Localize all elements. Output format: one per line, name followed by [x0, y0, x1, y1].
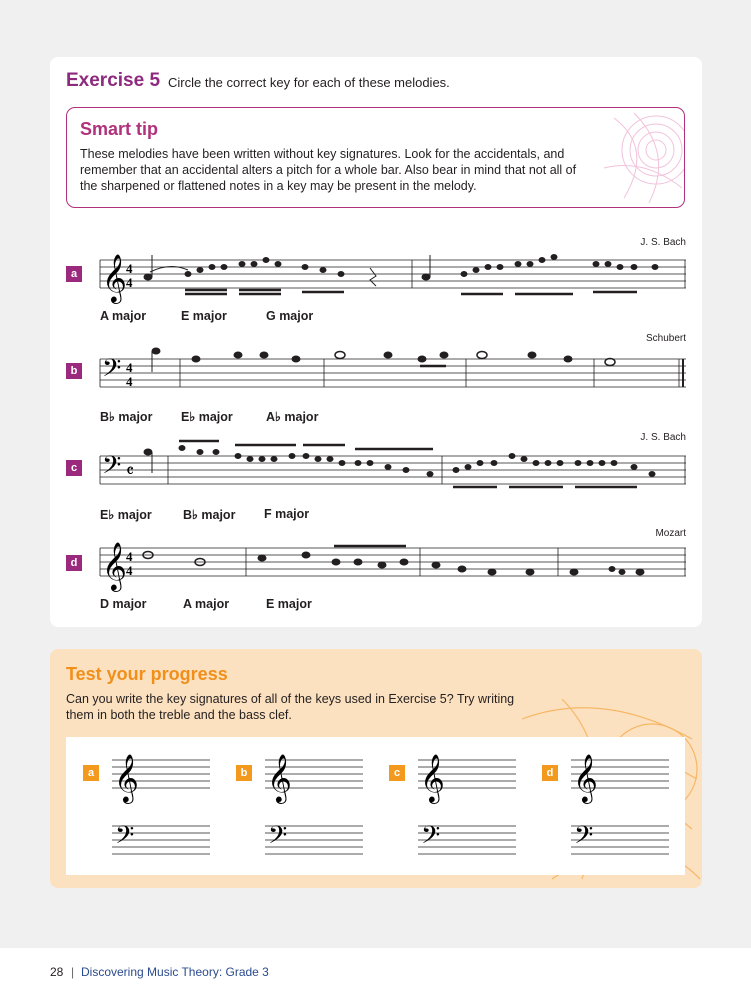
progress-text: Can you write the key signatures of all of the keys used in Exercise 5? Try writing them in both the treble and the bass clef.: [66, 692, 515, 722]
progress-staves-a[interactable]: [112, 750, 212, 860]
decorative-swirl-icon: [594, 108, 684, 207]
composer-a: J. S. Bach: [640, 237, 686, 248]
bass-clef-icon: 𝄢: [102, 451, 122, 486]
smart-tip-text: These melodies have been written without key signatures. Look for the accidentals, and remember that an accidental alters a pitch for a whole bar. Also bear in mind that not all of the sharpened or flattened notes in a key may be present in the melody.: [80, 147, 577, 193]
progress-label-a: a: [83, 765, 99, 781]
page-number: 28: [50, 965, 64, 979]
answer-d-3[interactable]: E major: [266, 597, 312, 611]
answer-c-2[interactable]: B♭ major: [183, 508, 236, 522]
treble-clef-icon: 𝄞: [114, 753, 139, 802]
progress-staves-d[interactable]: [571, 750, 671, 860]
composer-d: Mozart: [655, 528, 686, 539]
progress-staves-b[interactable]: [265, 750, 365, 860]
melody-staff-c: [100, 447, 686, 497]
time-sig-bottom-b: 4: [126, 374, 133, 389]
progress-label-b: b: [236, 765, 252, 781]
answer-a-3[interactable]: G major: [266, 309, 314, 323]
time-sig-c: 𝄴: [126, 461, 135, 482]
treble-clef-icon: 𝄞: [420, 753, 445, 802]
melody-staff-d: [100, 540, 686, 590]
answer-d-1[interactable]: D major: [100, 597, 147, 611]
answer-a-1[interactable]: A major: [100, 309, 147, 323]
footer-separator: |: [71, 965, 75, 979]
answer-a-2[interactable]: E major: [181, 309, 227, 323]
melody-staff-b: [100, 350, 686, 400]
treble-clef-icon: 𝄞: [267, 753, 292, 802]
bass-clef-icon: 𝄢: [115, 821, 135, 856]
treble-clef-icon: 𝄞: [102, 541, 127, 590]
time-sig-bottom-a: 4: [126, 275, 133, 290]
progress-label-c: c: [389, 765, 405, 781]
time-sig-bottom-d: 4: [126, 563, 133, 578]
progress-staves-c[interactable]: [418, 750, 518, 860]
melody-label-b: b: [66, 363, 82, 379]
composer-c: J. S. Bach: [640, 432, 686, 443]
melody-label-c: c: [66, 460, 82, 476]
answer-b-1[interactable]: B♭ major: [100, 410, 153, 424]
melody-label-d: d: [66, 555, 82, 571]
bass-clef-icon: 𝄢: [268, 821, 288, 856]
exercise-title: Exercise 5: [66, 70, 161, 91]
answer-b-3[interactable]: A♭ major: [266, 410, 319, 424]
treble-clef-icon: 𝄞: [102, 253, 127, 302]
melody-staff-a: [100, 250, 686, 300]
time-sig-top-a: 4: [126, 261, 133, 276]
answer-c-3[interactable]: F major: [264, 507, 310, 521]
answer-d-2[interactable]: A major: [183, 597, 230, 611]
book-title: Discovering Music Theory: Grade 3: [81, 965, 269, 979]
bass-clef-icon: 𝄢: [421, 821, 441, 856]
answer-b-2[interactable]: E♭ major: [181, 410, 233, 424]
progress-title: Test your progress: [66, 664, 228, 684]
exercise-instruction: Circle the correct key for each of these melodies.: [168, 75, 450, 90]
melody-label-a: a: [66, 266, 82, 282]
smart-tip-title: Smart tip: [80, 119, 159, 139]
progress-label-d: d: [542, 765, 558, 781]
time-sig-top-d: 4: [126, 549, 133, 564]
time-sig-top-b: 4: [126, 360, 133, 375]
composer-b: Schubert: [645, 333, 686, 344]
bass-clef-icon: 𝄢: [574, 821, 594, 856]
bass-clef-icon: 𝄢: [102, 354, 122, 389]
treble-clef-icon: 𝄞: [573, 753, 598, 802]
answer-c-1[interactable]: E♭ major: [100, 508, 152, 522]
smart-tip-box: [66, 107, 685, 208]
